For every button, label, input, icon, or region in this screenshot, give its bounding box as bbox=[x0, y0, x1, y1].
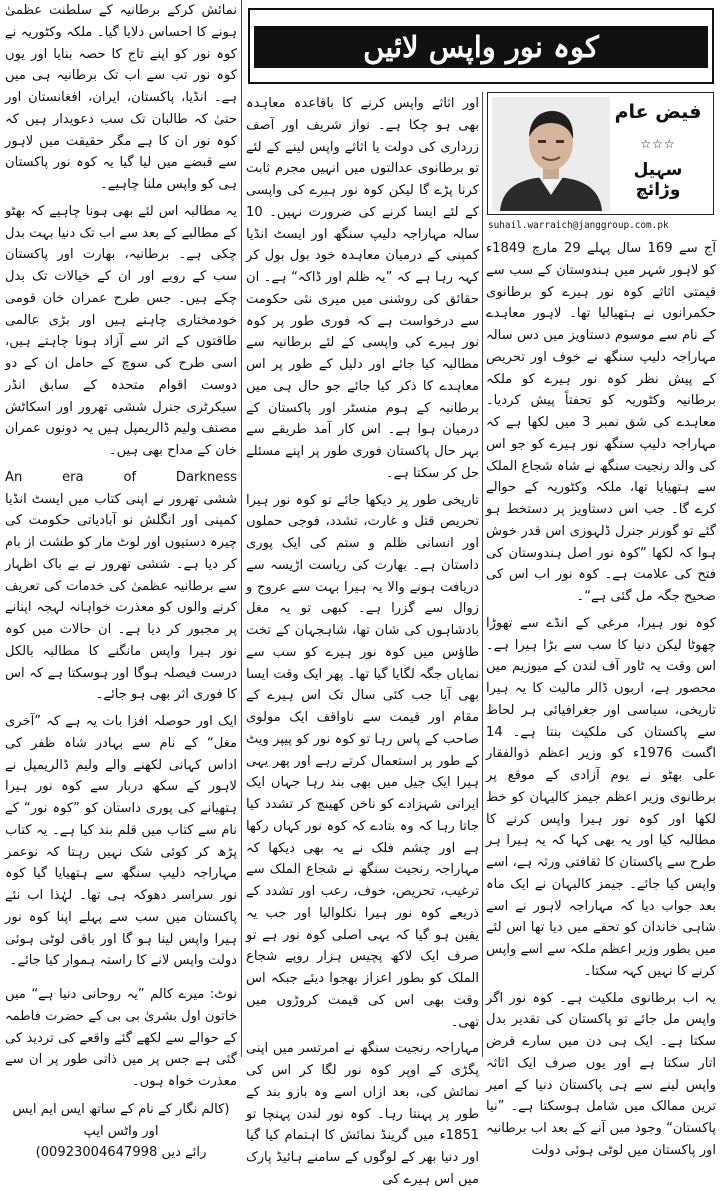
paragraph: یہ مطالبہ اس لئے بھی ہونا چاہیے کہ بھٹو کے مطالبے کے بعد سے اب تک دنیا بہت بدل چکی ہے۔ برطانیہ، بھارت اور پاکستان سب کے رویے اور ان کے خیالات تک بدل چکے ہیں۔ جس طرح عمران خان قومی خودمختاری چاہتے ہیں اور بڑی عالمی طاقتوں کے اثر سے آزاد ہونا چاہتے ہیں، اسی طرح کی سوچ کے حامل ان کے دو دوست اقوام متحدہ کے سابق انڈر سیکرٹری جنرل ششی تھرور اور اسکاٹش مصنف ولیم ڈالریمپل ہیں یہ دونوں عمران خان کے مداح بھی ہیں۔ bbox=[5, 203, 237, 458]
article-column-middle bbox=[246, 93, 479, 1187]
contact-line: رائے دیں 00923004647998) bbox=[35, 1145, 207, 1161]
author-email[interactable]: suhail.warraich@janggroup.com.pk bbox=[488, 220, 669, 231]
article-column-left bbox=[5, 0, 237, 1161]
english-book-title: An era of Darkness bbox=[5, 469, 237, 485]
paragraph: نمائش کرکے برطانیہ کے سلطنت عظمیٰ ہونے کا احساس دلایا گیا۔ ملکہ وکٹوریہ نے کوہ نور کو اپنے تاج کا حصہ بنایا اور یوں کوہ نور تب سے اب تک برطانیہ ہی میں ہے۔ انڈیا، پاکستان، ایران، افغانستان اور حتیٰ کہ طالبان تک سب دعویدار ہیں کہ کوہ نور ان کا ہے مگر حقیقت میں لاہور سے قبضے میں لیا گیا یہ کوہ نور پاکستان ہی کو واپس ملنا چاہیے۔ bbox=[5, 3, 237, 192]
columnist-name: سہیل وڑائچ bbox=[633, 160, 683, 200]
column-divider bbox=[241, 0, 242, 1057]
paragraph: تاریخی طور پر دیکھا جائے تو کوہ نور ہیرا تحریص قتل و غارت، تشدد، فوجی حملوں اور انسانی ظلم و ستم کی ایک پوری داستان ہے۔ بھارت کی ریاست اڑیسہ سے دریافت ہونے والا یہ ہیرا بہت سے عروج و زوال سے گزرا ہے۔ کبھی تو یہ مغل بادشاہوں کی شان تھا، شاہجہان کے تخت طاؤس میں کوہ نور ہیرے کو سب سے نمایاں جگہ لگایا گیا تھا۔ پھر ایک وقت ایسا بھی آیا جب کئی سال تک اس ہیرے کے مقام اور قیمت سے ناواقف ایک مولوی صاحب کے پاس رہا تو کوہ نور کو پیپر ویٹ کے طور پر استعمال کرتے رہے اور پھر یہی ہیرا ایک جیل میں بھی بند رہا جہاں ایک ایرانی شہزادے کو ناخن کھینچ کر تشدد کیا جاتا رہا کہ وہ بتادے کہ کوہ نور کہاں رکھا ہے اور چشم فلک نے یہ بھی دیکھا کہ مہاراجہ رنجیت سنگھ نے شجاع الملک سے ترغیب، تحریص، خوف، رعب اور تشدد کے ذریعے کوہ نور ہیرا نکلوالیا اور جب یہ یقین ہو گیا کہ یہی اصلی کوہ نور ہے تو صرف ایک لاکھ پچیس ہزار روپے شجاع الملک کو بطور اعزاز بھجوا دیئے جبکہ اس وقت بھی اس کی قیمت کروڑوں میں تھی۔ bbox=[246, 492, 479, 1030]
article-column-right bbox=[486, 238, 716, 1158]
headline: کوہ نور واپس لائیں bbox=[363, 30, 599, 64]
author-name: فیض عام bbox=[614, 101, 702, 123]
column-divider bbox=[482, 92, 483, 1057]
paragraph: کوہ نور ہیرا، مرغی کے انڈے سے تھوڑا چھوٹا لیکن دنیا کا سب سے بڑا ہیرا ہے۔ اس وقت یہ ٹاور آف لندن کے میوزیم میں محصور ہے، اربوں ڈالر مالیت کا یہ ہیرا تاریخی، سیاسی اور جغرافیائی ہر لحاظ سے پاکستان کی ملکیت بنتا ہے۔ 14 اگست 1976ء کو وزیر اعظم ذوالفقار علی بھٹو نے یوم آزادی کے موقع پر برطانوی وزیر اعظم جیمز کالیہان کو خط لکھا اور کوہ نور ہیرا واپس کرنے کا مطالبہ کیا اور یہ بھی کہا کہ یہ ہیرا ہر طرح سے پاکستان کا ثقافتی ورثہ ہے، اسے واپس کیا جائے۔ جیمز کالیہان نے ایک ماہ بعد جواب دیا کہ مہاراجہ لاہور نے اسے شاہی خاندان کو تحفے میں دیا تھا اس لئے میں بطور وزیر اعظم ملکہ سے اسے واپس کرنے کا نہیں کہہ سکتا۔ bbox=[486, 615, 716, 979]
headline-band bbox=[254, 26, 708, 68]
contact-line: (کالم نگار کے نام کے ساتھ ایس ایم ایس اور واٹس ایپ bbox=[12, 1101, 230, 1139]
author-portrait-image bbox=[492, 97, 610, 211]
rating-stars: ☆☆☆ bbox=[640, 137, 676, 151]
byline-box bbox=[487, 92, 714, 215]
paragraph: مہاراجہ رنجیت سنگھ نے امرتسر میں اپنی پگڑی کے اوپر کوہ نور لگا کر اس کی نمائش کی، بعد ازاں اسے وہ بازو بند کے طور پر پہنتا رہا۔ کوہ نور لندن پہنچا تو 1851ء میں گرینڈ نمائش کا اہتمام کیا گیا اور دنیا بھر کے لوگوں کے سامنے ہائیڈ پارک میں اس ہیرے کی bbox=[246, 1041, 479, 1187]
author-portrait bbox=[492, 97, 610, 211]
paragraph: ششی تھرور نے اپنی کتاب میں ایسٹ انڈیا کمپنی اور انگلش نو آبادیاتی حکومت کی چیرہ دستیوں اور لوٹ مار کو طشت از بام کر دیا ہے۔ ششی تھرور نے بے باک اظہار سے برطانیہ عظمیٰ کی خدمات کی تعریف کرنے والوں کو معذرت خواہانہ لہجہ اپنانے پر مجبور کر دیا ہے۔ ان حالات میں کوہ نور ہیرا واپس مانگنے کا مطالبہ بالکل درست فیصلہ ہوگا اور ہوسکتا ہے کہ اس کا فوری اثر بھی ہو جائے۔ bbox=[5, 491, 237, 703]
headline-box bbox=[248, 8, 714, 84]
paragraph: آج سے 169 سال پہلے 29 مارچ 1849ء کو لاہور شہر میں ہندوستان کے سب سے قیمتی اثاثے کوہ نور ہیرے کو برطانوی حکمرانوں نے ہتھیالیا تھا۔ لاہور معاہدے کے نام سے موسوم دستاویز میں دس سالہ مہاراجہ دلیپ سنگھ نے خوف اور تحریص کے پیش نظر کوہ نور ہیرے کو ملکہ برطانیہ وکٹوریہ کو تحفتاً پیش کردیا۔ معاہدے کی شق نمبر 3 میں لکھا ہے کہ مہاراجہ دلیپ سنگھ نور ہیرے کو جو اس کی والد رنجیت سنگھ نے شاہ شجاع الملک سے ہتھیایا تھا، ملکہ وکٹوریہ کے حوالے کرے گا۔ جب اس دستاویز پر دستخط ہو گئے تو گورنر جنرل ڈلہوزی اس قدر خوش ہوا کہ لکھا ”کوہ نور اصل ہندوستان کی فتح کی علامت ہے۔ کوہ نور اب اس کی صحیح جگہ مل گئی ہے“۔ bbox=[486, 241, 716, 604]
paragraph: یہ اب برطانوی ملکیت ہے۔ کوہ نور اگر واپس مل جائے تو پاکستان کی تقدیر بدل سکتا ہے۔ ایک ہی دن میں سارے قرض اتار سکتا ہے اور یوں صرف ایک اثاثہ واپس لینے سے ہی پاکستان دنیا کے امیر ترین ممالک میں شامل ہوسکتا ہے۔ ”نیا پاکستان“ وجود میں آنے کے بعد اب برطانیہ اور پاکستان میں لوٹی ہوئی دولت bbox=[486, 990, 716, 1158]
editor-note: نوٹ: میرے کالم ”یہ روحانی دنیا ہے“ میں خاتون اول بشریٰ بی بی کے حضرت فاطمہ کے حوالے سے لکھے گئے واقعے کی تردید کی گئی ہے جس پر میں ذاتی طور پر ان سے معذرت خواہ ہوں۔ bbox=[5, 987, 237, 1089]
paragraph: اور اثاثے واپس کرنے کا باقاعدہ معاہدہ بھی ہو چکا ہے۔ نواز شریف اور آصف زرداری کی دولت یا اثاثے واپس لینے کے لئے تو برطانوی عدالتوں میں انہیں مجرم ثابت کرنا پڑے گا لیکن کوہ نور ہیرے کی واپسی کے لئے ایسا کرنے کی ضرورت نہیں۔ 10 سالہ مہاراجہ دلیپ سنگھ اور ایسٹ انڈیا کمپنی کے درمیان معاہدہ خود بول بول کر کہہ رہا ہے کہ ”یہ ظلم اور ڈاکہ“ ہے۔ ان حقائق کی روشنی میں میری نئی حکومت سے درخواست ہے کہ فوری طور پر کوہ نور ہیرے کی واپسی کے لئے برطانیہ سے مطالبہ کیا جائے اور دلیل کے طور پر اس معاہدے کا ذکر کیا جائے جو حال ہی میں برطانیہ کے ہوم منسٹر اور پاکستان کے درمیان ہوا ہے۔ اس کار آمد طریقے سے بہر حال پاکستان فوری طور پر اپنے مسئلے حل کر سکتا ہے۔ bbox=[246, 96, 479, 481]
paragraph: ایک اور حوصلہ افزا بات یہ ہے کہ ”آخری مغل“ کے نام سے بہادر شاہ ظفر کی اداس کہانی لکھنے والے ولیم ڈالریمپل نے لاہور کے سکھ دربار سے کوہ نور ہیرا ہتھیانے کی پوری داستان کو ”کوہ نور“ کے نام سے کتاب میں قلم بند کیا ہے۔ یہ کتاب پڑھ کر کوئی شک نہیں رہتا کہ نوعمر مہاراجہ دلیپ سنگھ سے ہتھیایا گیا کوہ نور سراسر دھوکہ ہی تھا۔ لہٰذا اب نئے پاکستان میں سب سے پہلے اپنا کوہ نور ہیرا واپس لینا ہو گا اور باقی لوٹی ہوئی دولت واپس لانے کا راستہ ہموار کیا جائے۔ bbox=[5, 714, 237, 969]
